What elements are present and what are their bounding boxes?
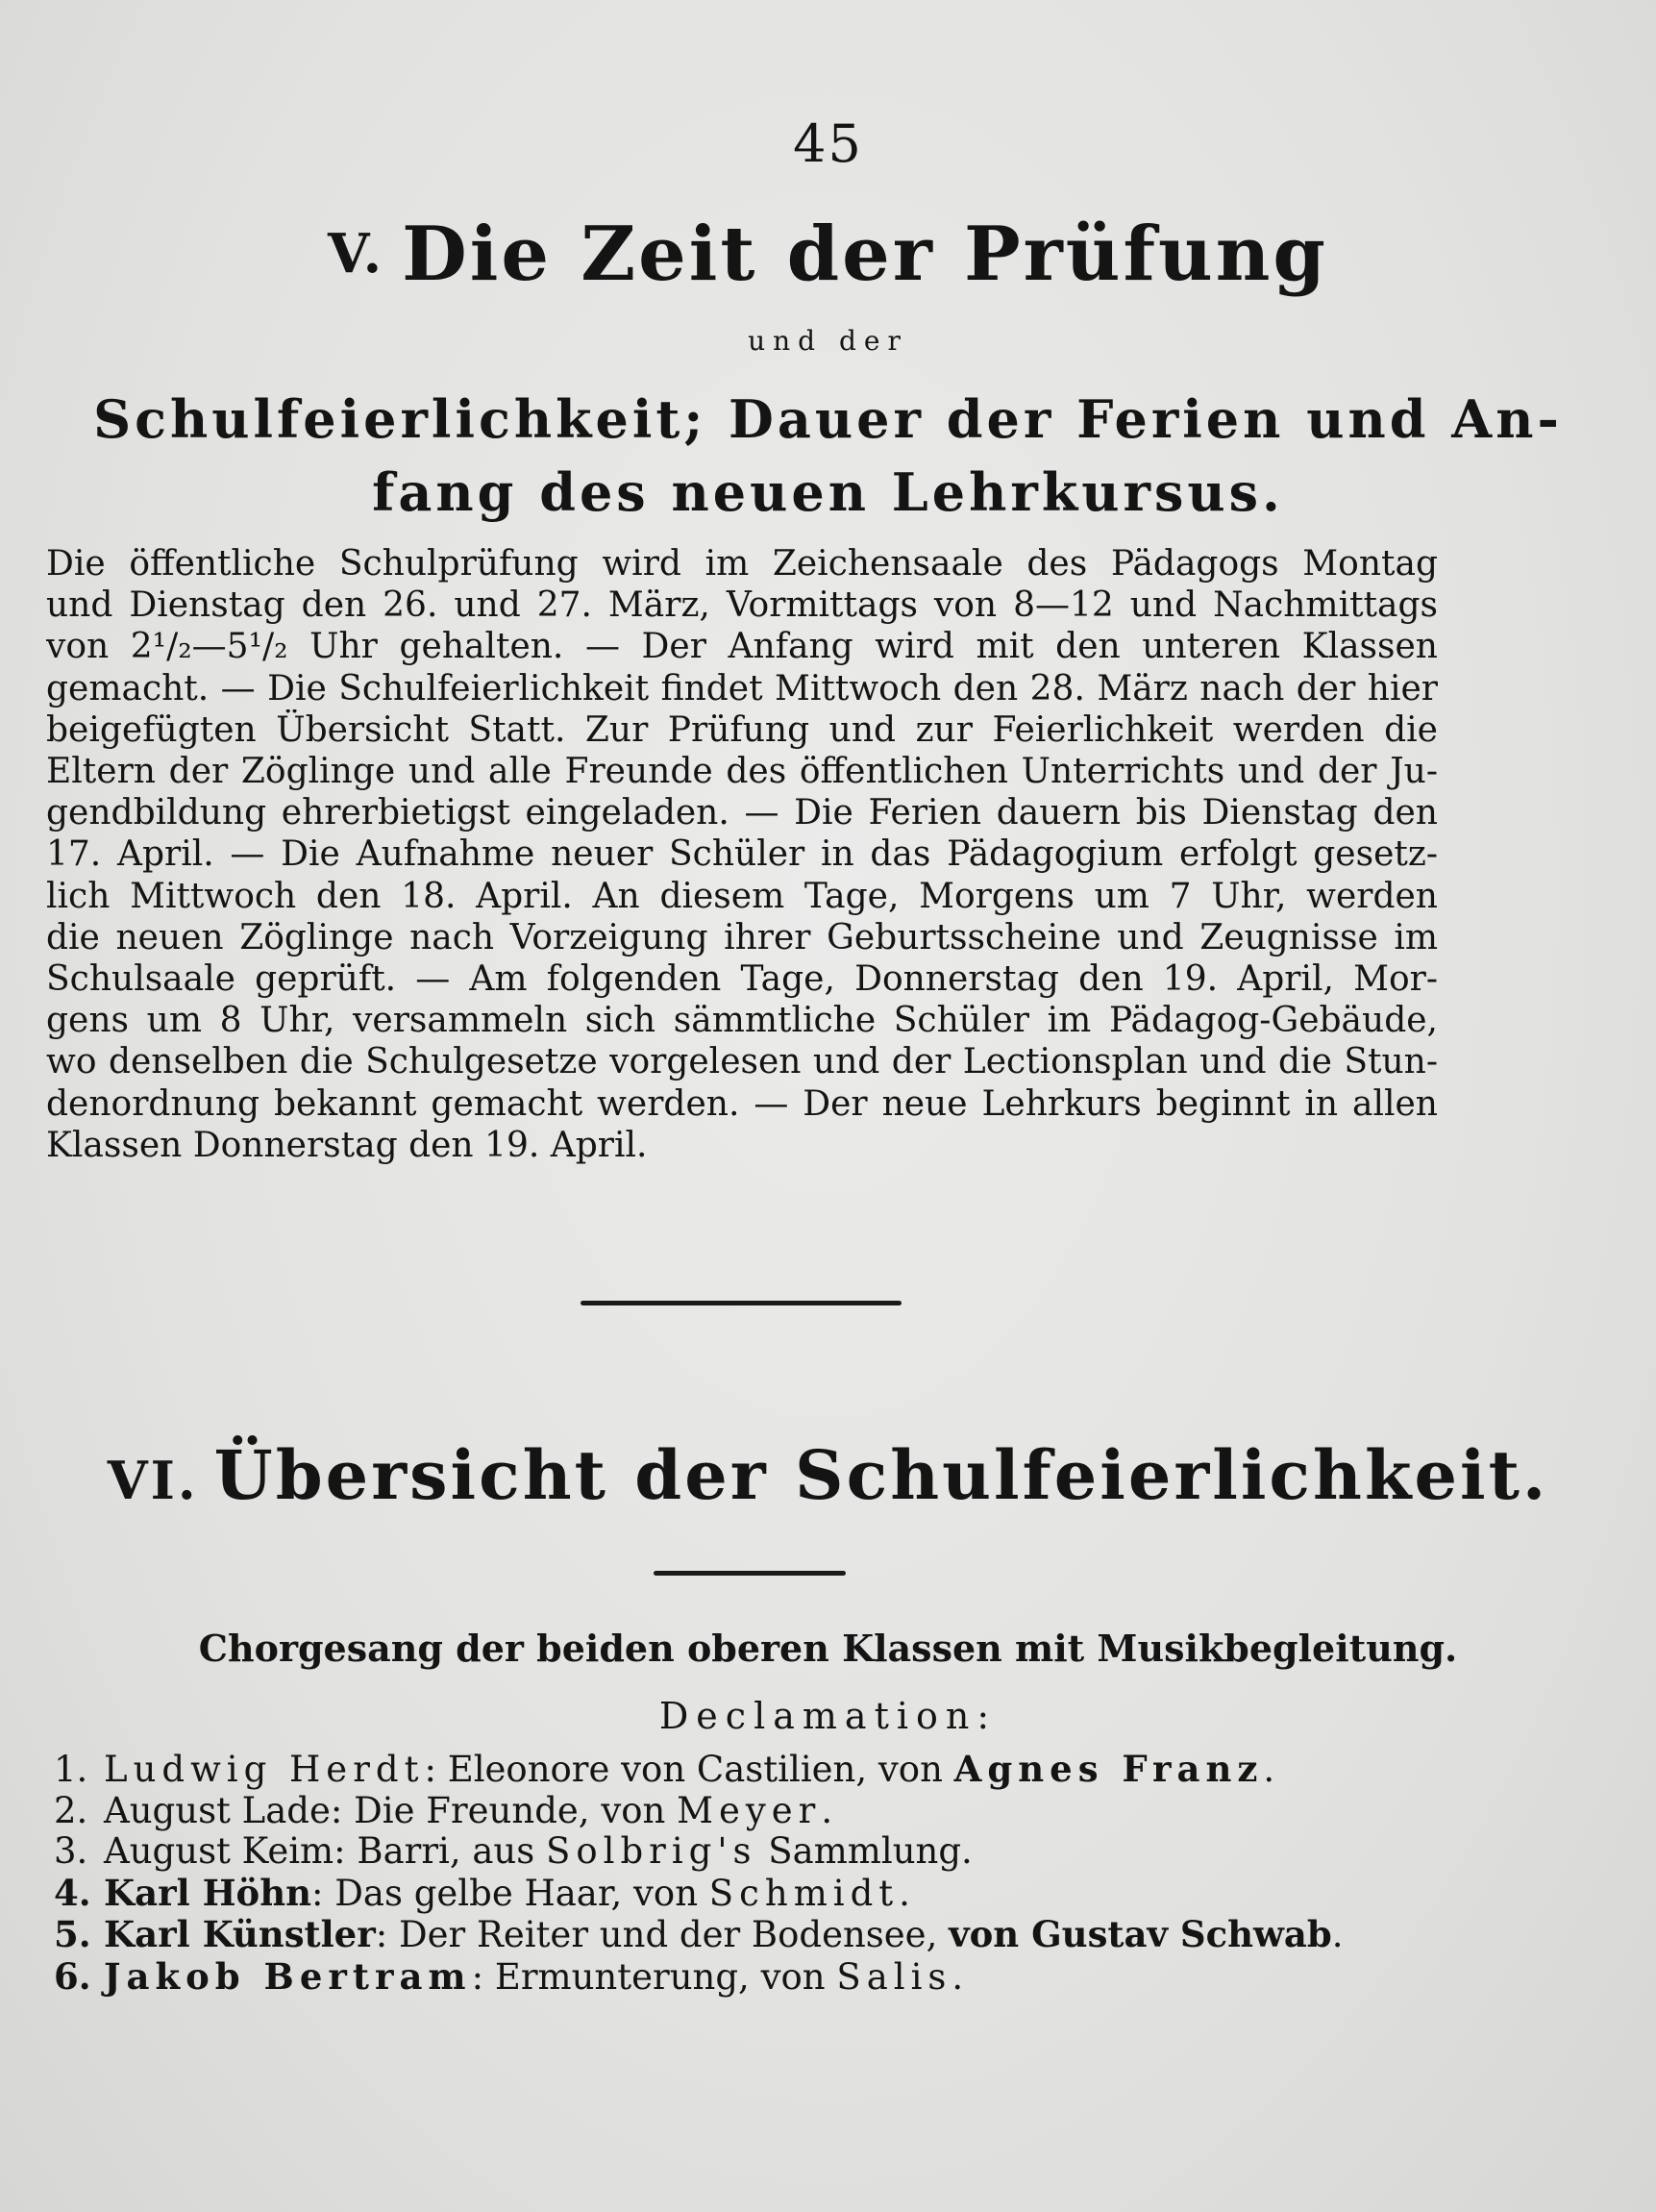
piece-author: Agnes Franz	[953, 1748, 1264, 1790]
paragraph-line: die neuen Zöglinge nach Vorzeigung ihrer Geburtsscheine und Zeugnisse im	[46, 917, 1438, 957]
item-end: .	[952, 1955, 964, 1998]
performer-name: August Lade	[104, 1789, 331, 1831]
piece-author: Meyer	[677, 1789, 822, 1831]
piece-author: Solbrig's	[546, 1830, 757, 1872]
paragraph-line: Klassen Donnerstag den 19. April.	[46, 1125, 648, 1165]
list-item: 1. Ludwig Herdt: Eleonore von Castilien, von Agnes Franz.	[54, 1748, 1275, 1790]
paragraph-line: gemacht. — Die Schulfeierlichkeit findet Mittwoch den 28. März nach der hier	[46, 668, 1438, 708]
item-end: Sammlung.	[756, 1830, 973, 1872]
performer-name: August Keim	[104, 1830, 334, 1872]
section-v-paragraph	[46, 543, 1438, 1166]
section-vi-title: Übersicht der Schulfeierlichkeit.	[213, 1435, 1549, 1515]
list-item: 3. August Keim: Barri, aus Solbrig's Sammlung.	[54, 1830, 973, 1872]
list-item: 6. Jakob Bertram: Ermunterung, von Salis.	[54, 1954, 964, 1998]
section-v-connector: und der	[748, 325, 908, 357]
performer-name: Karl Künstler	[104, 1913, 376, 1955]
paragraph-line: wo denselben die Schulgesetze vorgelesen und der Lectionsplan und die Stun-	[46, 1042, 1438, 1082]
item-number: 5.	[54, 1913, 91, 1955]
piece-title: Barri, aus	[357, 1830, 535, 1872]
chorus-line: Chorgesang der beiden oberen Klassen mit Musikbegleitung.	[198, 1627, 1458, 1670]
piece-title: Der Reiter und der Bodensee,	[398, 1914, 938, 1955]
piece-author: Salis	[836, 1955, 952, 1998]
item-end: .	[1331, 1914, 1344, 1955]
list-item: 2. August Lade: Die Freunde, von Meyer.	[54, 1789, 833, 1831]
item-number: 2.	[54, 1789, 88, 1831]
paragraph-line: Eltern der Zöglinge und alle Freunde des öffentlichen Unterrichts und der Ju-	[46, 752, 1438, 792]
paragraph-line: von 2¹/₂—5¹/₂ Uhr gehalten. — Der Anfang wird mit den unteren Klassen	[46, 627, 1438, 667]
section-v-subtitle	[38, 383, 1618, 529]
performer-name: Ludwig Herdt	[104, 1749, 425, 1790]
paragraph-line: denordnung bekannt gemacht werden. — Der neue Lehrkurs beginnt in allen	[46, 1083, 1438, 1124]
list-item: 4. Karl Höhn: Das gelbe Haar, von Schmidt.	[54, 1871, 910, 1914]
piece-title: Das gelbe Haar, von	[334, 1872, 699, 1914]
item-number: 3.	[54, 1830, 88, 1872]
declamation-list	[54, 1749, 1343, 1998]
piece-title: Die Freunde, von	[354, 1789, 666, 1831]
paragraph-line: gendbildung ehrerbietigst eingeladen. — Die Ferien dauern bis Dienstag den	[46, 793, 1438, 833]
page-number: 45	[793, 113, 863, 174]
paragraph-line: Die öffentliche Schulprüfung wird im Zeichensaale des Pädagogs Montag	[46, 544, 1438, 584]
section-v-subtitle-line-1: Schulfeierlichkeit; Dauer der Ferien und An-	[93, 388, 1563, 450]
piece-author: Schmidt	[708, 1872, 900, 1914]
paragraph-line: lich Mittwoch den 18. April. An diesem Tage, Morgens um 7 Uhr, werden	[46, 876, 1438, 916]
piece-title: Eleonore von Castilien, von	[447, 1749, 943, 1790]
section-vi-heading	[38, 1435, 1618, 1515]
piece-author: von Gustav Schwab	[949, 1913, 1332, 1955]
paragraph-line: und Dienstag den 26. und 27. März, Vormittags von 8—12 und Nachmittags	[46, 585, 1438, 626]
section-v-heading	[38, 211, 1618, 298]
item-end: .	[899, 1872, 910, 1914]
item-end: .	[1263, 1749, 1275, 1790]
paragraph-line: beigefügten Übersicht Statt. Zur Prüfung und zur Feierlichkeit werden die	[46, 709, 1438, 750]
section-vi-roman: VI.	[107, 1450, 199, 1511]
performer-name: Jakob Bertram	[104, 1954, 472, 1998]
section-v-roman: V.	[328, 222, 385, 286]
item-number: 4.	[54, 1871, 91, 1914]
list-item: 5. Karl Künstler: Der Reiter und der Bodensee, von Gustav Schwab.	[54, 1913, 1344, 1955]
performer-name: Karl Höhn	[104, 1871, 312, 1914]
paragraph-line: gens um 8 Uhr, versammeln sich sämmtliche Schüler im Pädagog-Gebäude,	[46, 1001, 1438, 1041]
item-number: 1.	[54, 1749, 88, 1790]
declamation-heading: Declamation:	[658, 1695, 998, 1737]
piece-title: Ermunterung, von	[494, 1955, 826, 1998]
paragraph-line: Schulsaale geprüft. — Am folgenden Tage, Donnerstag den 19. April, Mor-	[46, 959, 1438, 1000]
section-v-subtitle-line-2: fang des neuen Lehrkursus.	[372, 461, 1284, 523]
section-v-title-main: Die Zeit der Prüfung	[402, 211, 1328, 298]
paragraph-line: 17. April. — Die Aufnahme neuer Schüler in das Pädagogium erfolgt gesetz-	[46, 834, 1438, 875]
section-divider-rule	[581, 1301, 902, 1305]
heading-underline-rule	[654, 1571, 846, 1576]
item-end: .	[821, 1789, 833, 1831]
item-number: 6.	[54, 1954, 91, 1998]
